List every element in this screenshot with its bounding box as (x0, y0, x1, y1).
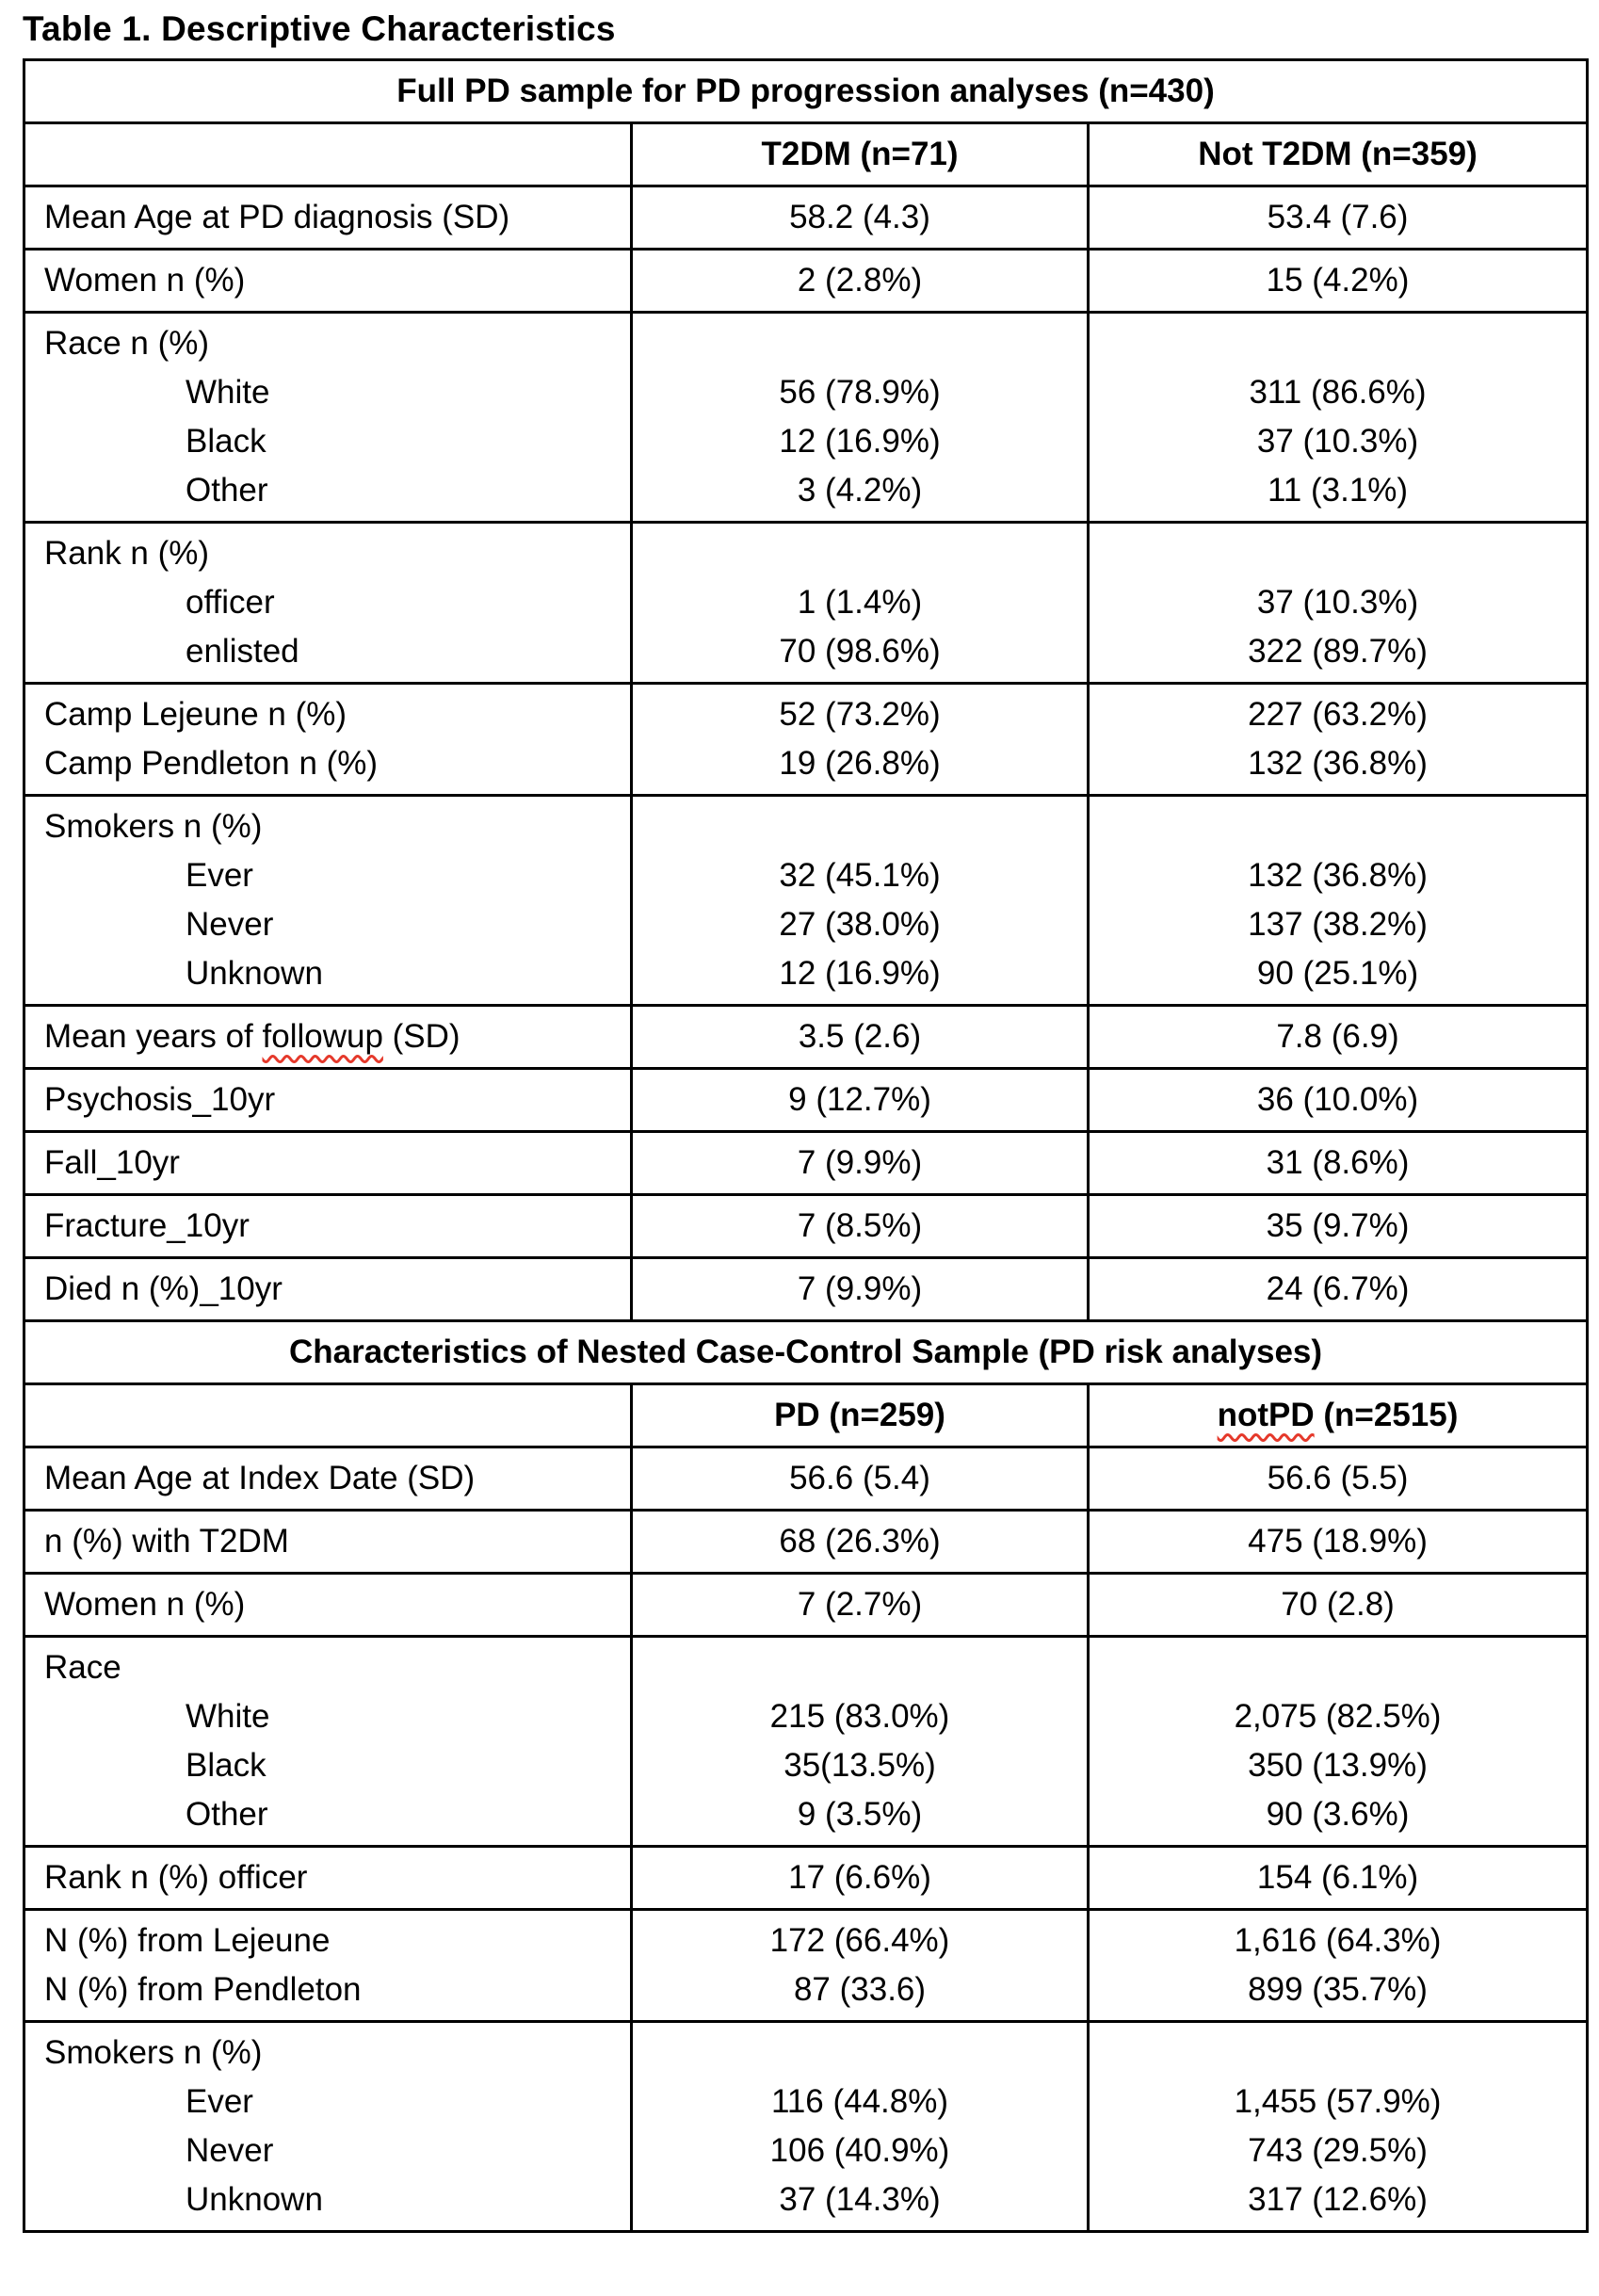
column-header-row (24, 123, 1588, 186)
value-cell (632, 1258, 1089, 1321)
row-label: Mean Age at Index Date (SD) (44, 1460, 476, 1496)
cell-value: 322 (89.7%) (1248, 633, 1428, 670)
column-header-row (24, 1384, 1588, 1447)
cell-value: 35(13.5%) (783, 1747, 936, 1784)
row-label: Fracture_10yr (44, 1207, 250, 1244)
spacer (633, 802, 1087, 851)
misspelled-word: followup (262, 1018, 383, 1055)
cell-value: 11 (3.1%) (1267, 472, 1409, 509)
table-row (24, 186, 1588, 250)
table-row (24, 1511, 1588, 1574)
value-cell (632, 1132, 1089, 1195)
cell-value: 311 (86.6%) (1249, 374, 1427, 411)
value-cell (632, 523, 1089, 684)
descriptive-characteristics-table (23, 58, 1589, 2233)
row-label: Camp Lejeune n (%) (44, 696, 347, 733)
cell-value: 32 (45.1%) (779, 857, 941, 894)
table-row (24, 1447, 1588, 1511)
table-row (24, 796, 1588, 1006)
spacer (633, 2029, 1087, 2078)
row-label-cell (24, 796, 632, 1006)
cell-value: 24 (6.7%) (1266, 1270, 1410, 1307)
subitem-label: Other (186, 1796, 268, 1833)
cell-value: 90 (3.6%) (1266, 1796, 1410, 1833)
cell-value: 37 (10.3%) (1256, 584, 1419, 621)
value-cell (1089, 1069, 1588, 1132)
cell-value: 215 (83.0%) (769, 1698, 950, 1735)
cell-value: 70 (98.6%) (779, 633, 941, 670)
cell-value: 27 (38.0%) (779, 906, 941, 943)
cell-value: 350 (13.9%) (1248, 1747, 1428, 1784)
cell-value: 56 (78.9%) (779, 374, 941, 411)
cell-value: 154 (6.1%) (1256, 1859, 1419, 1896)
cell-value: 2,075 (82.5%) (1234, 1698, 1442, 1735)
cell-value: 7 (9.9%) (797, 1270, 923, 1307)
row-label-cell (24, 1511, 632, 1574)
row-label-cell (24, 1447, 632, 1511)
cell-value: 227 (63.2%) (1248, 696, 1428, 733)
cell-value: 3.5 (2.6) (798, 1018, 922, 1055)
value-cell (1089, 1910, 1588, 2022)
row-label-cell (24, 250, 632, 313)
table-row (24, 2022, 1588, 2232)
table-row (24, 1132, 1588, 1195)
value-cell (1089, 1195, 1588, 1258)
subitem-label: White (186, 374, 270, 411)
cell-value: 31 (8.6%) (1266, 1144, 1410, 1181)
value-cell (1089, 2022, 1588, 2232)
table-row (24, 1910, 1588, 2022)
section-header-row (24, 1321, 1588, 1384)
cell-value: 116 (44.8%) (770, 2083, 949, 2120)
cell-value: 9 (12.7%) (788, 1081, 931, 1118)
row-label: Mean Age at PD diagnosis (SD) (44, 199, 510, 235)
row-label-cell (24, 523, 632, 684)
subitem-label: Ever (186, 857, 253, 894)
cell-value: 17 (6.6%) (788, 1859, 931, 1896)
table-row (24, 1637, 1588, 1847)
section-header-row (24, 60, 1588, 123)
value-cell (1089, 1132, 1588, 1195)
value-cell (1089, 250, 1588, 313)
row-label: n (%) with T2DM (44, 1523, 289, 1560)
subitem-label: Black (186, 1747, 266, 1784)
value-cell (632, 1574, 1089, 1637)
cell-value: 1 (1.4%) (797, 584, 923, 621)
cell-value: 87 (33.6) (793, 1971, 927, 2008)
empty-header-cell (24, 123, 632, 186)
row-label-cell (24, 1069, 632, 1132)
cell-value: 172 (66.4%) (769, 1922, 950, 1959)
table-row (24, 684, 1588, 796)
row-label-cell (24, 1637, 632, 1847)
spacer (1090, 1643, 1586, 1692)
subitem-label: officer (186, 584, 275, 621)
row-label-cell (24, 186, 632, 250)
row-label-cell (24, 313, 632, 523)
value-cell (1089, 1447, 1588, 1511)
cell-value: 56.6 (5.4) (789, 1460, 930, 1496)
group-label: Smokers n (%) (44, 808, 263, 845)
cell-value: 12 (16.9%) (779, 423, 941, 460)
spacer (633, 529, 1087, 578)
cell-value: 132 (36.8%) (1248, 745, 1428, 782)
table-row (24, 313, 1588, 523)
cell-value: 37 (14.3%) (779, 2181, 941, 2218)
cell-value: 743 (29.5%) (1248, 2132, 1428, 2169)
column-header-pd: PD (n=259) (632, 1384, 1089, 1447)
cell-value: 1,455 (57.9%) (1234, 2083, 1442, 2120)
value-cell (1089, 1258, 1588, 1321)
group-label: Race n (%) (44, 325, 210, 362)
cell-value: 12 (16.9%) (779, 955, 941, 992)
table-row (24, 1006, 1588, 1069)
value-cell (1089, 313, 1588, 523)
value-cell (1089, 186, 1588, 250)
row-label-cell (24, 684, 632, 796)
section-header-full-pd-sample: Full PD sample for PD progression analyses (n=430) (24, 60, 1588, 123)
spacer (633, 319, 1087, 368)
group-label: Race (44, 1649, 121, 1686)
value-cell (632, 1069, 1089, 1132)
row-label: N (%) from Lejeune (44, 1922, 331, 1959)
subitem-label: Never (186, 906, 274, 943)
value-cell (632, 1637, 1089, 1847)
row-label: Camp Pendleton n (%) (44, 745, 379, 782)
cell-value: 7 (9.9%) (797, 1144, 923, 1181)
table-row (24, 523, 1588, 684)
cell-value: 90 (25.1%) (1256, 955, 1419, 992)
value-cell (1089, 1006, 1588, 1069)
value-cell (1089, 796, 1588, 1006)
value-cell (632, 2022, 1089, 2232)
table-row (24, 1195, 1588, 1258)
subitem-label: Never (186, 2132, 274, 2169)
table-title: Table 1. Descriptive Characteristics (23, 9, 616, 48)
cell-value: 106 (40.9%) (769, 2132, 950, 2169)
row-label: Psychosis_10yr (44, 1081, 276, 1118)
empty-header-cell (24, 1384, 632, 1447)
cell-value: 1,616 (64.3%) (1234, 1922, 1442, 1959)
subitem-label: Black (186, 423, 266, 460)
subitem-label: enlisted (186, 633, 299, 670)
cell-value: 132 (36.8%) (1248, 857, 1428, 894)
cell-value: 7.8 (6.9) (1276, 1018, 1399, 1055)
value-cell (632, 1195, 1089, 1258)
cell-value: 9 (3.5%) (797, 1796, 923, 1833)
cell-value: 36 (10.0%) (1256, 1081, 1419, 1118)
table-row (24, 1574, 1588, 1637)
value-cell (632, 1511, 1089, 1574)
cell-value: 68 (26.3%) (779, 1523, 941, 1560)
cell-value: 15 (4.2%) (1266, 262, 1410, 299)
cell-value: 35 (9.7%) (1266, 1207, 1410, 1244)
row-label: Rank n (%) officer (44, 1859, 308, 1896)
value-cell (632, 313, 1089, 523)
subitem-label: White (186, 1698, 270, 1735)
spacer (1090, 319, 1586, 368)
value-cell (1089, 684, 1588, 796)
table-row (24, 1069, 1588, 1132)
row-label: Women n (%) (44, 262, 246, 299)
cell-value: 19 (26.8%) (779, 745, 941, 782)
cell-value: 52 (73.2%) (779, 696, 941, 733)
column-header-t2dm: T2DM (n=71) (632, 123, 1089, 186)
cell-value: 56.6 (5.5) (1267, 1460, 1409, 1496)
value-cell (632, 1910, 1089, 2022)
section-header-nested-case-control: Characteristics of Nested Case-Control Sample (PD risk analyses) (24, 1321, 1588, 1384)
value-cell (632, 250, 1089, 313)
row-label-cell (24, 1195, 632, 1258)
cell-value: 53.4 (7.6) (1267, 199, 1409, 235)
value-cell (1089, 1574, 1588, 1637)
value-cell (1089, 1637, 1588, 1847)
value-cell (1089, 1511, 1588, 1574)
cell-value: 475 (18.9%) (1248, 1523, 1428, 1560)
cell-value: 70 (2.8) (1281, 1586, 1395, 1623)
spacer (633, 1643, 1087, 1692)
group-label: Smokers n (%) (44, 2034, 263, 2071)
misspelled-word: notPD (1217, 1397, 1315, 1433)
cell-value: 58.2 (4.3) (789, 199, 930, 235)
row-label: Fall_10yr (44, 1144, 180, 1181)
table-row (24, 250, 1588, 313)
spacer (1090, 2029, 1586, 2078)
row-label-cell (24, 1574, 632, 1637)
group-label: Rank n (%) (44, 535, 210, 572)
cell-value: 7 (8.5%) (797, 1207, 923, 1244)
cell-value: 899 (35.7%) (1248, 1971, 1428, 2008)
subitem-label: Ever (186, 2083, 253, 2120)
row-label-cell (24, 2022, 632, 2232)
cell-value: 317 (12.6%) (1248, 2181, 1428, 2218)
value-cell (632, 1006, 1089, 1069)
row-label-cell (24, 1006, 632, 1069)
column-header-not-t2dm: Not T2DM (n=359) (1089, 123, 1588, 186)
subitem-label: Unknown (186, 955, 323, 992)
row-label: Died n (%)_10yr (44, 1270, 283, 1307)
row-label: N (%) from Pendleton (44, 1971, 362, 2008)
cell-value: 37 (10.3%) (1256, 423, 1419, 460)
value-cell (632, 1447, 1089, 1511)
row-label: Women n (%) (44, 1586, 246, 1623)
row-label-cell (24, 1910, 632, 2022)
column-header-notpd: notPD (n=2515) (1089, 1384, 1588, 1447)
value-cell (1089, 523, 1588, 684)
cell-value: 3 (4.2%) (797, 472, 923, 509)
cell-value: 7 (2.7%) (797, 1586, 923, 1623)
value-cell (632, 1847, 1089, 1910)
row-label-cell (24, 1258, 632, 1321)
cell-value: 137 (38.2%) (1248, 906, 1428, 943)
table-row (24, 1847, 1588, 1910)
spacer (1090, 802, 1586, 851)
subitem-label: Unknown (186, 2181, 323, 2218)
spacer (1090, 529, 1586, 578)
subitem-label: Other (186, 472, 268, 509)
row-label-cell (24, 1132, 632, 1195)
value-cell (632, 186, 1089, 250)
value-cell (632, 684, 1089, 796)
cell-value: 2 (2.8%) (797, 262, 923, 299)
value-cell (1089, 1847, 1588, 1910)
row-label: Mean years of followup (SD) (44, 1018, 460, 1055)
table-row (24, 1258, 1588, 1321)
value-cell (632, 796, 1089, 1006)
row-label-cell (24, 1847, 632, 1910)
